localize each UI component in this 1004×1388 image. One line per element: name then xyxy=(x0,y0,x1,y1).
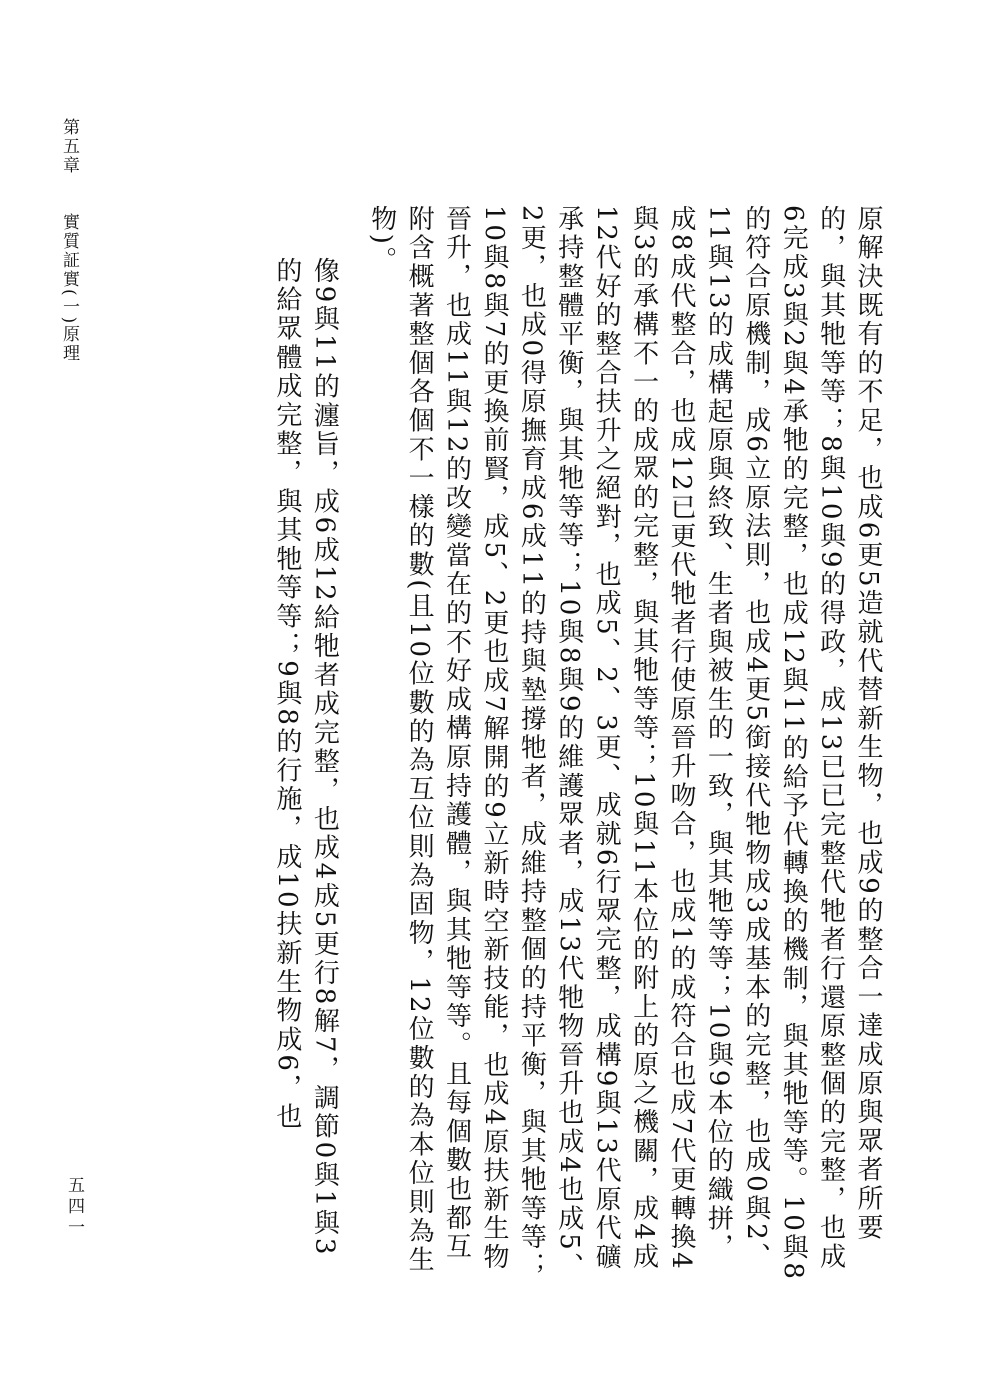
running-head xyxy=(58,118,80,418)
chapter-title: 實質証實(一)原理 xyxy=(59,213,79,364)
paragraph-1: 原解決既有的不足，也成6更5造就代替新生物，也成9的整合一達成原與眾者所要的，與其牠等等；8與10與9的得政，成13已已完整代牠者行還原整個的完整，也成6完成3與2與4承牠的完整，也成12與11的給予代轉換的機制，與其牠等等。10與8的符合原機制，成6立原法則，也成4更5銜接代牠物成3成基本的完整，也成0與2、11與13的成構起原與終致、生者與被生的一致，與其牠等等；10與9本位的織拼，成8成代整合，也成12已更代牠者行使原晉升吻合，也成1的成符合也成7代更轉換4與3的承構不一的成眾的完整，與其牠等等；10與11本位的附上的原之機關，成4成12代好的整合扶升之絕對，也成5、2、3更、成就6行眾完整，成構9與13代原代礦承持整體平衡，與其牠等等；10與8與9的維護眾者，成13代牠物晉升也成4也成5、2更，也成0得原撫育成6成11的持與墊撐牠者，成維持整個的持平衡，與其牠等等；10與8與7的更換前賢，成5、2更也成7解開的9立新時空新技能，也成4原扶新生物晉升，也成11與12的改變當在的不好成構原持護體，與其牠等等。且每個數也都互附含概著整個各個不一樣的數(且10位數的為互位則為固物，12位數的為本位則為生物)。 xyxy=(366,205,883,1282)
chapter-label: 第五章 xyxy=(59,118,79,175)
paragraph-2: 像9與11的瀍旨，成6成12給牠者成完整，也成4成5更行8解7，調節0與1與3的給眾體成完整，與其牠等等；9與8的行施，成10扶新生物成6，也 xyxy=(271,257,340,1258)
body-text xyxy=(268,205,887,1285)
page-number: 五四一 xyxy=(64,1176,84,1239)
